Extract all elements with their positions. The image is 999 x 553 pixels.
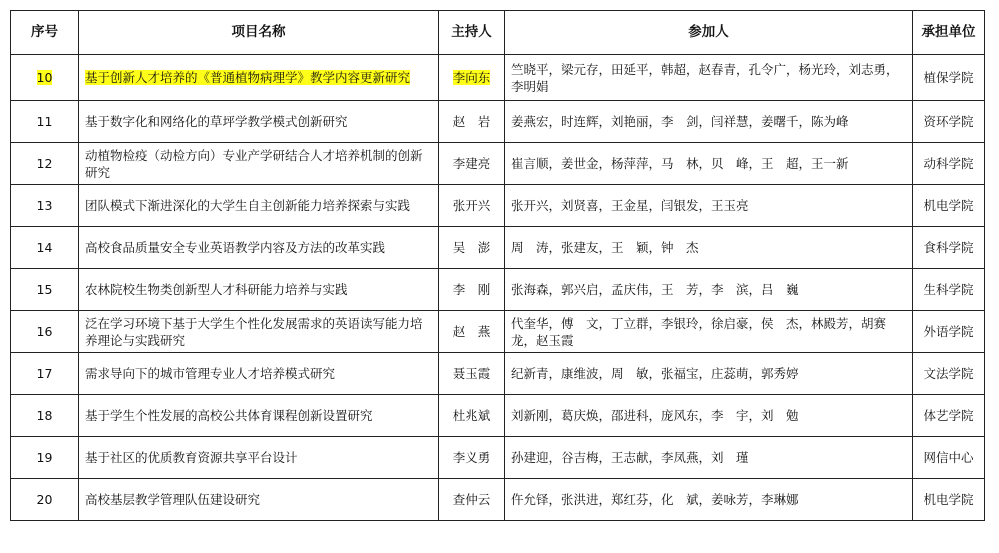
members-cell: 姜燕宏，时连辉，刘艳丽，李 剑，闫祥慧，姜曙千，陈为峰 <box>505 101 913 143</box>
header-members: 参加人 <box>505 11 913 55</box>
members-cell: 崔言顺，姜世金，杨萍萍，马 林，贝 峰，王 超，王一新 <box>505 143 913 185</box>
row-number: 13 <box>11 185 79 227</box>
table-row <box>11 227 985 269</box>
unit-cell: 食科学院 <box>913 227 985 269</box>
project-title: 基于学生个性发展的高校公共体育课程创新设置研究 <box>79 395 439 437</box>
unit-cell: 植保学院 <box>913 55 985 101</box>
unit-cell: 文法学院 <box>913 353 985 395</box>
unit-cell: 机电学院 <box>913 479 985 521</box>
table-body <box>11 55 985 521</box>
row-number: 18 <box>11 395 79 437</box>
leader-name: 李建亮 <box>439 143 505 185</box>
project-title: 基于社区的优质教育资源共享平台设计 <box>79 437 439 479</box>
project-title: 基于创新人才培养的《普通植物病理学》教学内容更新研究 <box>85 70 411 85</box>
row-number: 17 <box>11 353 79 395</box>
row-number: 15 <box>11 269 79 311</box>
table-row <box>11 311 985 353</box>
project-title: 高校基层教学管理队伍建设研究 <box>79 479 439 521</box>
leader-name: 杜兆斌 <box>439 395 505 437</box>
table-row <box>11 353 985 395</box>
row-number-cell <box>11 55 79 101</box>
project-title: 需求导向下的城市管理专业人才培养模式研究 <box>79 353 439 395</box>
leader-name: 李义勇 <box>439 437 505 479</box>
row-number: 19 <box>11 437 79 479</box>
row-number: 11 <box>11 101 79 143</box>
table-row <box>11 55 985 101</box>
table-row <box>11 143 985 185</box>
unit-cell: 体艺学院 <box>913 395 985 437</box>
unit-cell: 外语学院 <box>913 311 985 353</box>
members-cell: 孙建迎，谷吉梅，王志献，李凤燕，刘 瑾 <box>505 437 913 479</box>
leader-name: 赵 岩 <box>439 101 505 143</box>
members-cell: 刘新刚，葛庆焕，邵进科，庞风东，李 宇，刘 勉 <box>505 395 913 437</box>
members-cell: 竺晓平，梁元存，田延平，韩超，赵春青，孔令广，杨光玲，刘志勇，李明娟 <box>505 55 913 101</box>
header-row <box>11 11 985 55</box>
unit-cell: 生科学院 <box>913 269 985 311</box>
header-no: 序号 <box>11 11 79 55</box>
row-number: 12 <box>11 143 79 185</box>
project-title: 泛在学习环境下基于大学生个性化发展需求的英语读写能力培养理论与实践研究 <box>79 311 439 353</box>
table-row <box>11 479 985 521</box>
header-title: 项目名称 <box>79 11 439 55</box>
members-cell: 张海森，郭兴启，孟庆伟，王 芳，李 滨，吕 巍 <box>505 269 913 311</box>
members-cell: 仵允铎，张洪进，郑红芬，化 斌，姜咏芳，李琳娜 <box>505 479 913 521</box>
table-row <box>11 269 985 311</box>
table-row <box>11 185 985 227</box>
leader-name: 张开兴 <box>439 185 505 227</box>
project-title: 基于数字化和网络化的草坪学教学模式创新研究 <box>79 101 439 143</box>
table-row <box>11 395 985 437</box>
leader-name: 李向东 <box>452 70 491 85</box>
header-unit: 承担单位 <box>913 11 985 55</box>
leader-name: 查仲云 <box>439 479 505 521</box>
project-table <box>10 10 985 521</box>
header-leader: 主持人 <box>439 11 505 55</box>
row-number: 16 <box>11 311 79 353</box>
members-cell: 张开兴，刘贤喜，王金星，闫银发，王玉亮 <box>505 185 913 227</box>
members-cell: 周 涛，张建友，王 颖，钟 杰 <box>505 227 913 269</box>
leader-name: 赵 燕 <box>439 311 505 353</box>
unit-cell: 机电学院 <box>913 185 985 227</box>
row-number: 20 <box>11 479 79 521</box>
project-title-cell <box>79 55 439 101</box>
document-page <box>10 10 984 521</box>
leader-cell <box>439 55 505 101</box>
leader-name: 聂玉霞 <box>439 353 505 395</box>
table-row <box>11 437 985 479</box>
project-title: 农林院校生物类创新型人才科研能力培养与实践 <box>79 269 439 311</box>
members-cell: 纪新青，康维波，周 敏，张福宝，庄蕊萌，郭秀婷 <box>505 353 913 395</box>
row-number: 14 <box>11 227 79 269</box>
unit-cell: 网信中心 <box>913 437 985 479</box>
leader-name: 李 刚 <box>439 269 505 311</box>
table-row <box>11 101 985 143</box>
leader-name: 吴 澎 <box>439 227 505 269</box>
project-title: 团队模式下渐进深化的大学生自主创新能力培养探索与实践 <box>79 185 439 227</box>
unit-cell: 动科学院 <box>913 143 985 185</box>
members-cell: 代奎华，傅 文，丁立群，李银玲，徐启豪，侯 杰，林殿芳，胡赛龙，赵玉霞 <box>505 311 913 353</box>
unit-cell: 资环学院 <box>913 101 985 143</box>
project-title: 动植物检疫（动检方向）专业产学研结合人才培养机制的创新研究 <box>79 143 439 185</box>
row-number: 10 <box>36 70 53 85</box>
project-title: 高校食品质量安全专业英语教学内容及方法的改革实践 <box>79 227 439 269</box>
